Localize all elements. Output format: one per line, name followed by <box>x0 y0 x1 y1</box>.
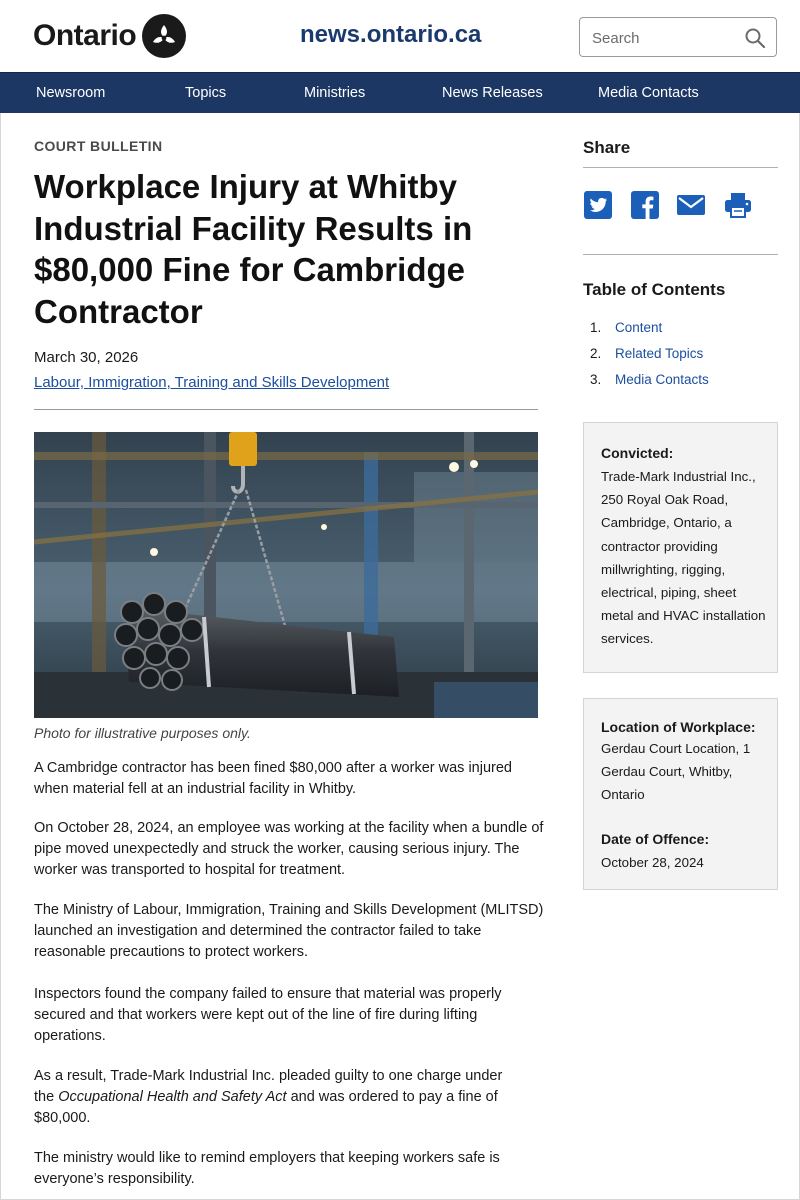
date-of-offence-text: October 28, 2024 <box>601 855 704 870</box>
sidebar-divider <box>583 167 778 168</box>
email-icon[interactable] <box>676 190 706 220</box>
convicted-text: Trade-Mark Industrial Inc., 250 Royal Oak Road, Cambridge, Ontario, a contractor providing millwrighting, rigging, electrical, piping, sheet metal and HVAC installation services. <box>601 469 766 647</box>
article-paragraph <box>34 1066 512 1129</box>
article-title: Workplace Injury at Whitby Industrial Facility Results in $80,000 Fine for Cambridge Contractor <box>34 168 473 330</box>
toc-link[interactable]: Content <box>615 320 663 335</box>
date-of-offence-label: Date of Offence: <box>601 831 710 847</box>
photo-caption: Photo for illustrative purposes only. <box>34 725 251 741</box>
main-nav <box>0 72 800 113</box>
article-paragraph: On October 28, 2024, an employee was working at the facility when a bundle of pipe moved unexpectedly and struck the worker, causing serious injury. The worker was transported to hospital for treatment. <box>34 820 544 878</box>
workplace-box <box>583 698 778 890</box>
toc-link[interactable]: Related Topics <box>615 346 704 361</box>
sidebar-divider <box>583 254 778 255</box>
share-title: Share <box>583 138 631 157</box>
toc-item-media-contacts[interactable] <box>590 372 709 387</box>
paragraph-text: and was ordered to pay a fine of $80,000. <box>34 1089 498 1126</box>
article-paragraph: Inspectors found the company failed to ensure that material was properly secured and that workers were kept out of the line of fire during lifting operations. <box>34 986 502 1044</box>
toc-title: Table of Contents <box>583 280 726 299</box>
toc-number: 3. <box>590 372 602 387</box>
ontario-logo[interactable] <box>33 14 186 58</box>
search-icon[interactable] <box>744 27 766 49</box>
logo-text: Ontario <box>33 19 137 52</box>
location-label: Location of Workplace: <box>601 719 756 735</box>
site-header <box>0 0 800 72</box>
location-text: Gerdau Court Location, 1 Gerdau Court, Whitby, Ontario <box>601 741 751 803</box>
nav-item-news-releases[interactable]: News Releases <box>442 85 543 101</box>
nav-item-media-contacts[interactable]: Media Contacts <box>598 85 699 101</box>
toc-item-content[interactable] <box>590 320 662 335</box>
search-box <box>579 17 777 57</box>
article-photo <box>34 432 538 718</box>
paragraph-text: As a result, Trade-Mark Industrial Inc. pleaded guilty to one charge under the <box>34 1068 503 1105</box>
facebook-icon[interactable] <box>630 190 660 220</box>
print-icon[interactable] <box>723 190 753 220</box>
article-paragraph: A Cambridge contractor has been fined $80,000 after a worker was injured when material fell at an industrial facility in Whitby. <box>34 760 512 797</box>
toc-number: 1. <box>590 320 602 335</box>
divider <box>34 409 538 410</box>
trillium-icon <box>142 14 186 58</box>
convicted-label: Convicted: <box>601 445 674 461</box>
article-eyebrow: COURT BULLETIN <box>34 138 163 154</box>
nav-item-topics[interactable]: Topics <box>185 85 227 101</box>
toc-number: 2. <box>590 346 602 361</box>
act-name: Occupational Health and Safety Act <box>58 1089 287 1105</box>
nav-item-ministries[interactable]: Ministries <box>304 85 366 101</box>
nav-item-newsroom[interactable]: Newsroom <box>36 85 106 101</box>
site-name[interactable]: news.ontario.ca <box>300 21 482 48</box>
search-input[interactable] <box>592 27 742 49</box>
article-paragraph: The ministry would like to remind employers that keeping workers safe is everyone’s responsibility. <box>34 1150 500 1187</box>
toc-link[interactable]: Media Contacts <box>615 372 709 387</box>
toc-item-related-topics[interactable] <box>590 346 703 361</box>
convicted-box <box>583 422 778 673</box>
ministry-link[interactable]: Labour, Immigration, Training and Skills Development <box>34 374 390 391</box>
twitter-icon[interactable] <box>583 190 613 220</box>
article-date: March 30, 2026 <box>34 349 139 366</box>
article-paragraph: The Ministry of Labour, Immigration, Training and Skills Development (MLITSD) launched an investigation and determined the contractor failed to take reasonable precautions to protect workers. <box>34 902 544 960</box>
